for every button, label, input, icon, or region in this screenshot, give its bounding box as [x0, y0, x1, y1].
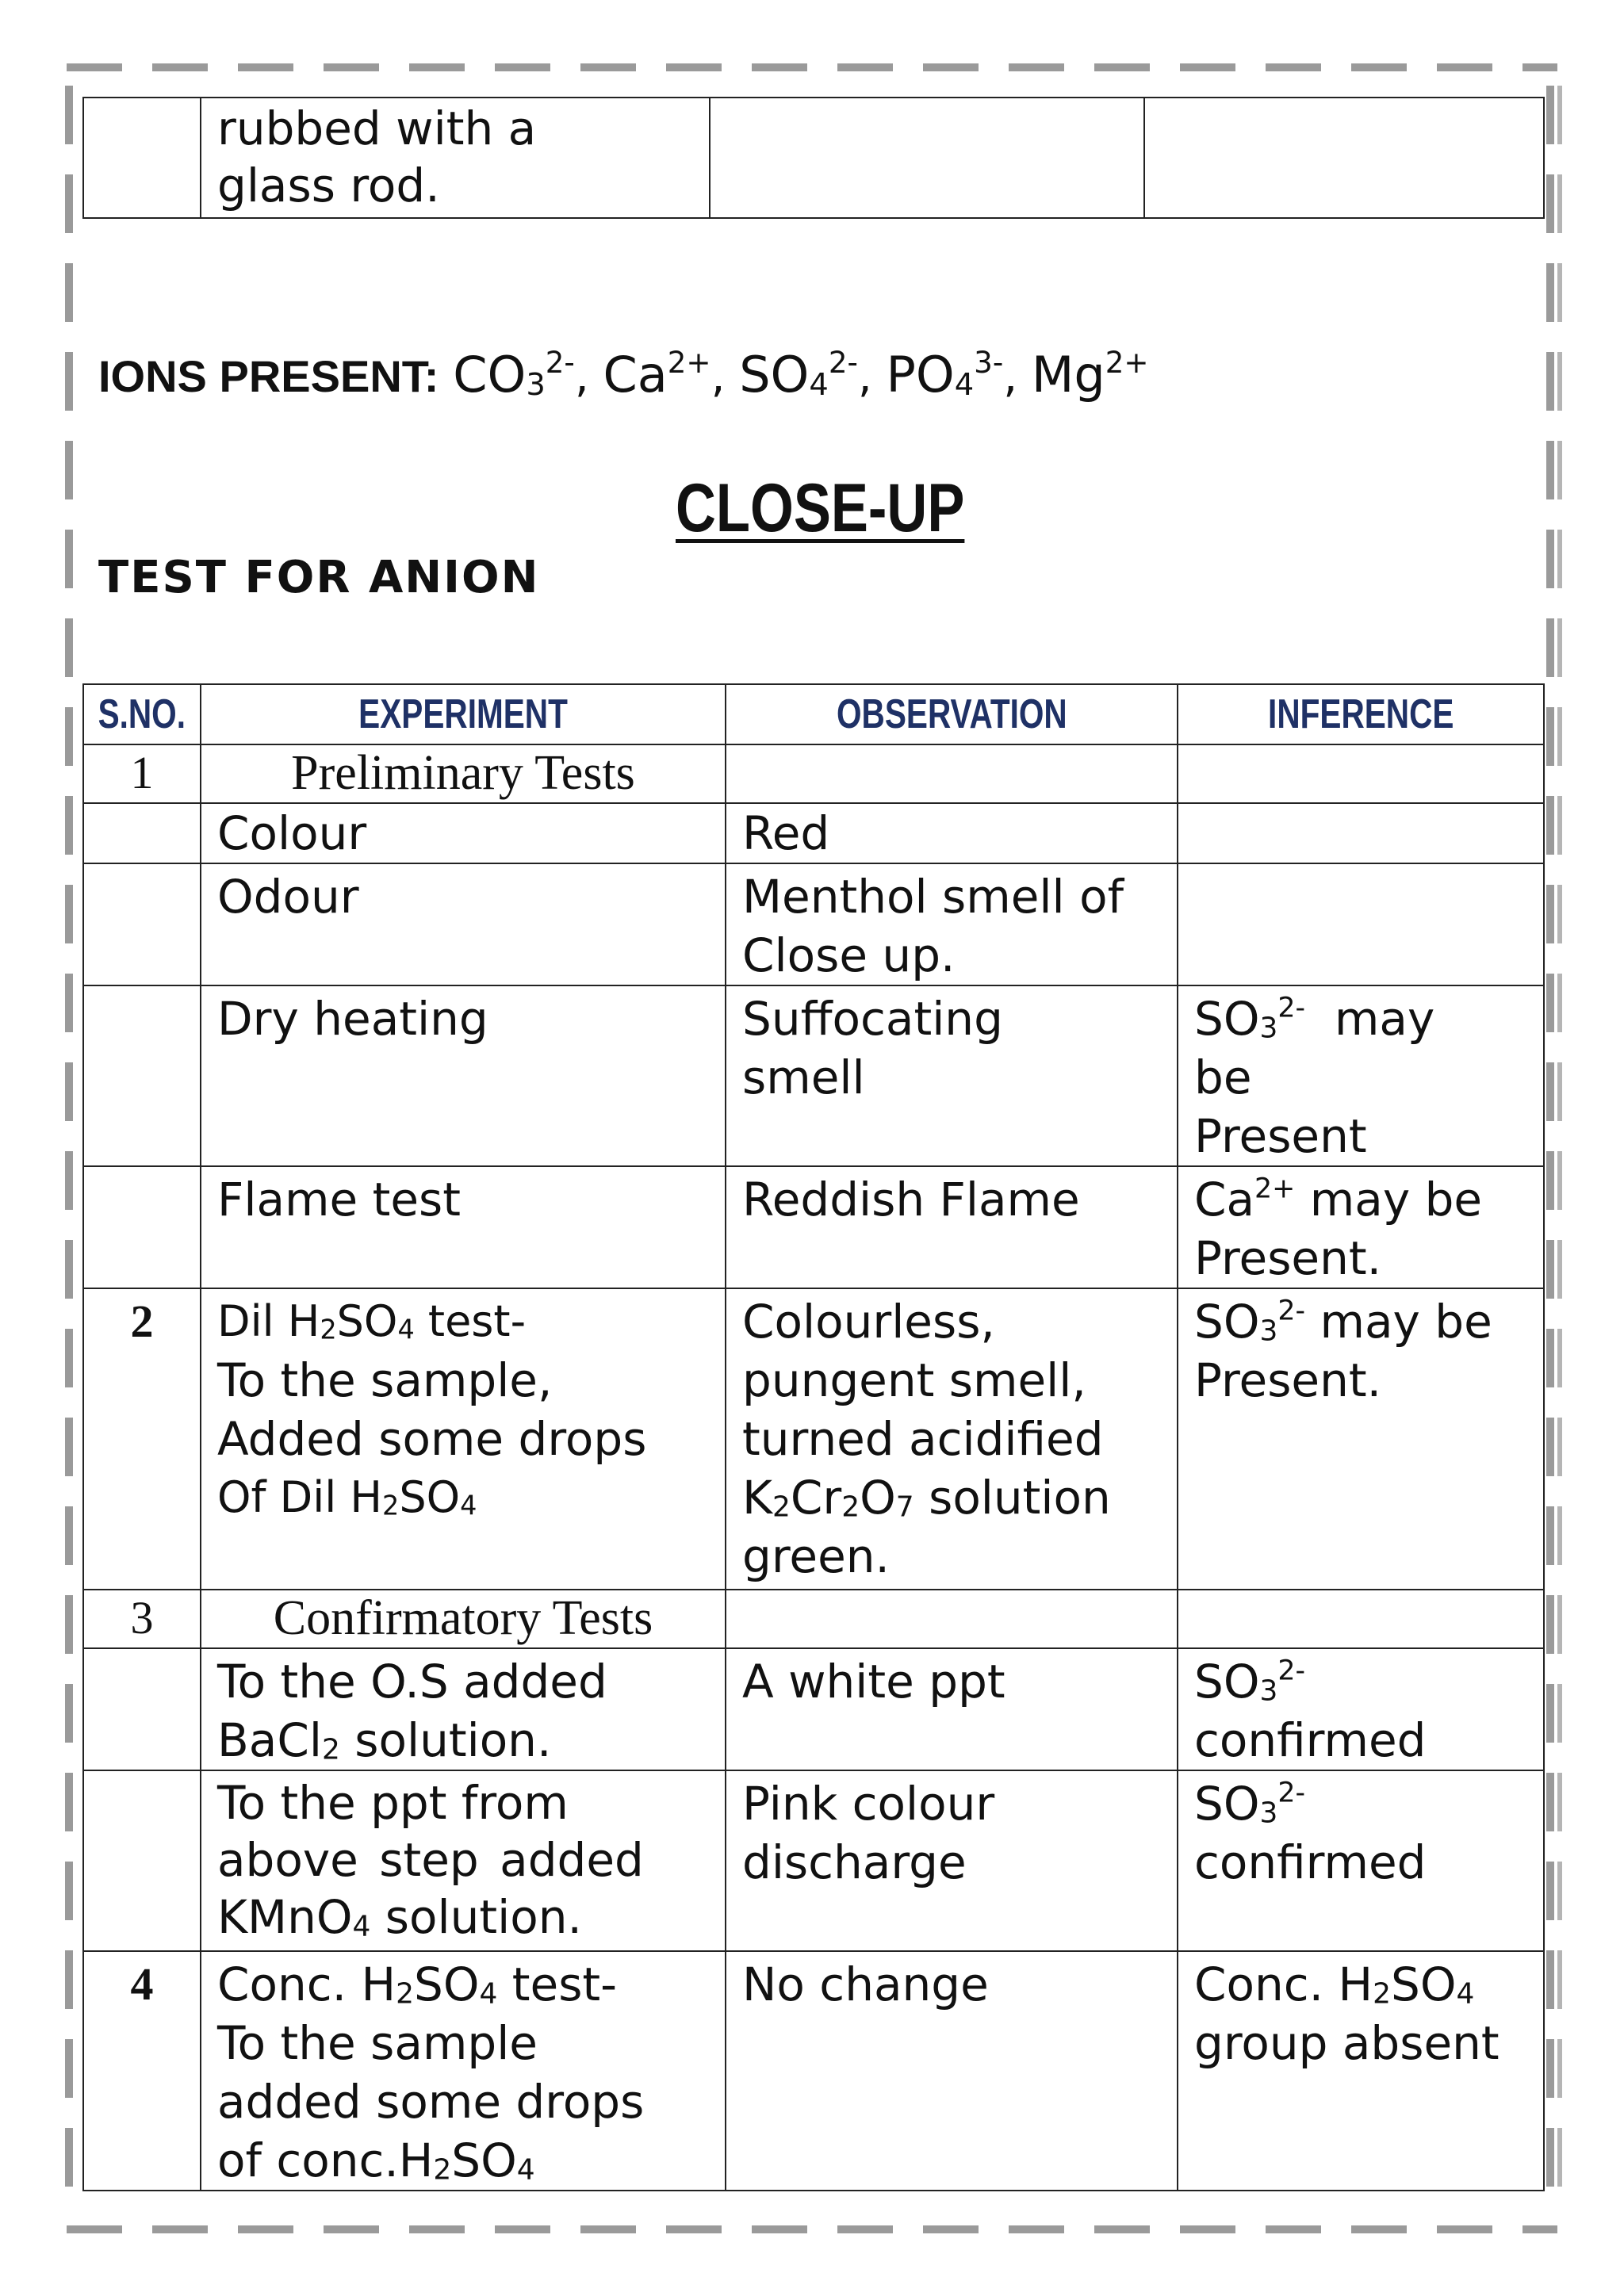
header-sno: S.NO. — [83, 684, 201, 744]
observation-cell: Colourless, pungent smell, turned acidified $K_2Cr_2O_7$ solution green. — [726, 1288, 1178, 1590]
ion: $PO_4^{3-}$ — [886, 344, 1004, 404]
page-border-top — [67, 63, 1557, 71]
inference-cell — [1178, 863, 1544, 985]
observation-cell: Pink colour discharge — [726, 1770, 1178, 1951]
table-row — [83, 1590, 1544, 1648]
experiment-text: rubbed with a — [217, 101, 537, 155]
observation-cell — [726, 1590, 1178, 1648]
ions-present: IONS PRESENT: $CO_3^{2-}$, $Ca^{2+}$, $SO_4^{2-}$, $PO_4^{3-}$, $Mg^{2+}$ — [98, 344, 1149, 404]
table-row — [83, 744, 1544, 803]
inference-cell: $Ca^{2+}$ may be Present. — [1178, 1166, 1544, 1288]
header-inference: INFERENCE — [1178, 684, 1544, 744]
page-border-right — [1546, 86, 1554, 2210]
table-row — [83, 1951, 1544, 2191]
observation-cell — [710, 98, 1144, 218]
page-title: CLOSE-UP — [676, 470, 965, 546]
inference-cell: Conc. $H_2SO_4$ group absent — [1178, 1951, 1544, 2191]
experiment-cell: To the O.S added BaCl$_2$ solution. — [201, 1648, 726, 1770]
ion: $SO_4^{2-}$ — [739, 344, 858, 404]
header-observation: OBSERVATION — [726, 684, 1178, 744]
observation-cell: Menthol smell of Close up. — [726, 863, 1178, 985]
experiment-cell: Dry heating — [201, 985, 726, 1166]
sno-cell: 1 — [83, 744, 201, 803]
sno-cell — [83, 985, 201, 1166]
observation-cell: No change — [726, 1951, 1178, 2191]
experiment-cell — [201, 98, 710, 218]
page-border-right-inner — [1557, 86, 1562, 2210]
observation-cell: Red — [726, 803, 1178, 863]
experiment-cell: Odour — [201, 863, 726, 985]
page-border-bottom — [67, 2225, 1557, 2233]
sno-cell — [83, 1166, 201, 1288]
table-row — [83, 1166, 1544, 1288]
table-row — [83, 98, 1544, 218]
table-row — [83, 1648, 1544, 1770]
ions-present-label: IONS PRESENT: — [98, 351, 439, 401]
observation-cell — [726, 744, 1178, 803]
section-heading: TEST FOR ANION — [98, 552, 540, 603]
inference-cell — [1178, 744, 1544, 803]
header-experiment: EXPERIMENT — [201, 684, 726, 744]
observation-cell: Suffocating smell — [726, 985, 1178, 1166]
observation-cell: Reddish Flame — [726, 1166, 1178, 1288]
table-row — [83, 1770, 1544, 1951]
page-border-left — [65, 86, 73, 2210]
inference-cell: $SO_3^{2-}$ confirmed — [1178, 1770, 1544, 1951]
experiment-cell: Flame test — [201, 1166, 726, 1288]
sno-cell — [83, 863, 201, 985]
inference-cell — [1178, 1590, 1544, 1648]
inference-cell — [1144, 98, 1544, 218]
experiment-cell: To the ppt from above step added KMnO$_4$ solution. — [201, 1770, 726, 1951]
observation-cell: A white ppt — [726, 1648, 1178, 1770]
ion: $Mg^{2+}$ — [1031, 344, 1149, 404]
sno-cell: 4 — [83, 1951, 201, 2191]
table-header-row — [83, 684, 1544, 744]
sno-cell: 3 — [83, 1590, 201, 1648]
ion: $CO_3^{2-}$ — [453, 344, 575, 404]
experiment-cell: Conc. $H_2SO_4$ test- To the sample added some drops of $conc.H_2SO_4$ — [201, 1951, 726, 2191]
sno-cell — [83, 1648, 201, 1770]
sno-cell: 2 — [83, 1288, 201, 1590]
ion: $Ca^{2+}$ — [603, 344, 711, 404]
inference-cell — [1178, 803, 1544, 863]
table-row — [83, 803, 1544, 863]
experiment-text: glass rod. — [217, 159, 440, 212]
inference-cell: $SO_3^{2-}$ may be Present. — [1178, 1288, 1544, 1590]
inference-cell: $SO_3^{2-}$ confirmed — [1178, 1648, 1544, 1770]
table-row — [83, 985, 1544, 1166]
table-row — [83, 863, 1544, 985]
continuation-table — [82, 97, 1545, 219]
experiment-cell: Dil $H_2SO_4$ test- To the sample, Added some drops Of Dil $H_2SO_4$ — [201, 1288, 726, 1590]
sno-cell — [83, 98, 201, 218]
inference-cell: $SO_3^{2-}$ may be Present — [1178, 985, 1544, 1166]
sno-cell — [83, 803, 201, 863]
section-label: Preliminary Tests — [201, 744, 726, 803]
sno-cell — [83, 1770, 201, 1951]
experiment-cell: Colour — [201, 803, 726, 863]
table-row — [83, 1288, 1544, 1590]
anion-test-table — [82, 683, 1545, 2191]
section-label: Confirmatory Tests — [201, 1590, 726, 1648]
